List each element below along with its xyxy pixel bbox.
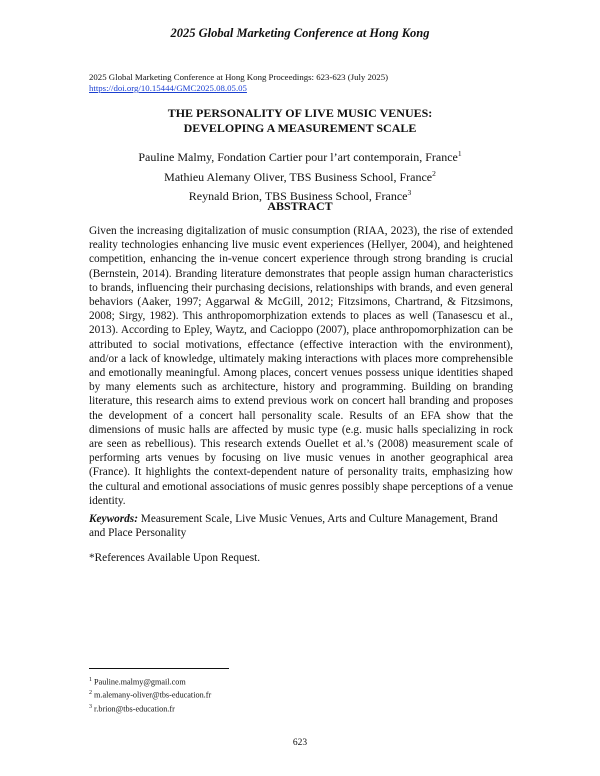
proceedings-citation: 2025 Global Marketing Conference at Hong Kong Proceedings: 623-623 (July 2025) (89, 72, 389, 82)
references-note: *References Available Upon Request. (89, 552, 261, 564)
author-1 (60, 146, 540, 166)
footnote-2-mark: 2 (89, 690, 92, 697)
footnote-divider (89, 668, 229, 669)
abstract-body: Given the increasing digitalization of music consumption (RIAA, 2023), the rise of extended reality technologies enhancing live music event experiences (Hellyer, 2004), and heightened competition, enhancing the in-venue concert experience through strong branding is crucial (Bernstein, 2014). Branding literature demonstrates that people assign human characteristics to brands, influencing their purchasing decisions, relationships with brands, and even general behaviors (Aaker, 1997; Aggarwal & McGill, 2012; Fitzsimons, Chartrand, & Fitzsimons, 2008; Sirgy, 1982). This anthropomorphization extends to places as well (Tanasescu et al., 2013). According to Epley, Waytz, and Cacioppo (2007), place anthropomorphization can be attributed to social motivations, effectance (effective interaction with the environment), and/or a lack of knowledge, ultimately making interactions with places more comprehensible and emotionally meaningful. Among places, concert venues possess unique identities shaped by many elements such as architecture, history and programming. Building on branding literature, this research aims to extend previous work on concert hall branding and proposes the development of a concert hall personality scale. Results of an EFA show that the dimensions of music halls are affected by music type (e.g. music halls specializing in rock are seen as rebellious). This research extends Ouellet et al.’s (2008) measurement scale of performing arts venues by focusing on live music venues in another geographical area (France). It highlights the context-dependent nature of personality traits, emphasizing how the cultural and emotional associations of music genres possibly shape perceptions of a venue identity. (89, 225, 513, 507)
proceedings-info (89, 72, 529, 94)
author-1-affiliation: Pauline Malmy, Fondation Cartier pour l’art contemporain, France (138, 150, 458, 164)
author-3-affiliation: Reynald Brion, TBS Business School, France (188, 189, 408, 203)
author-3-footnote-mark: 3 (407, 188, 412, 197)
footnote-1-email: Pauline.malmy@gmail.com (92, 677, 186, 687)
title-line-2: DEVELOPING A MEASUREMENT SCALE (183, 120, 417, 135)
footnote-2 (89, 688, 389, 701)
paper-title (60, 106, 540, 135)
footnote-3 (89, 702, 389, 715)
author-list (60, 146, 540, 205)
running-head: 2025 Global Marketing Conference at Hong Kong (170, 26, 430, 40)
author-2-affiliation: Mathieu Alemany Oliver, TBS Business School, France (164, 169, 433, 184)
doi-link[interactable]: https://doi.org/10.15444/GMC2025.08.05.05 (89, 83, 247, 93)
footnote-2-email: m.alemany-oliver@tbs-education.fr (92, 691, 212, 701)
footnote-3-mark: 3 (89, 703, 92, 710)
keywords-text: Measurement Scale, Live Music Venues, Arts and Culture Management, Brand and Place Personality (89, 513, 498, 540)
title-line-1: THE PERSONALITY OF LIVE MUSIC VENUES: (167, 106, 433, 120)
author-2-footnote-mark: 2 (432, 168, 436, 178)
abstract-heading: ABSTRACT (267, 199, 333, 213)
page-number: 623 (292, 738, 308, 748)
author-2 (60, 166, 540, 186)
footnotes (89, 675, 389, 715)
keywords-label: Keywords: (89, 513, 138, 525)
footnote-1 (89, 675, 389, 688)
footnote-1-mark: 1 (89, 677, 92, 683)
keywords (89, 512, 513, 540)
author-1-footnote-mark: 1 (457, 149, 462, 158)
footnote-3-email: r.brion@tbs-education.fr (92, 704, 175, 714)
